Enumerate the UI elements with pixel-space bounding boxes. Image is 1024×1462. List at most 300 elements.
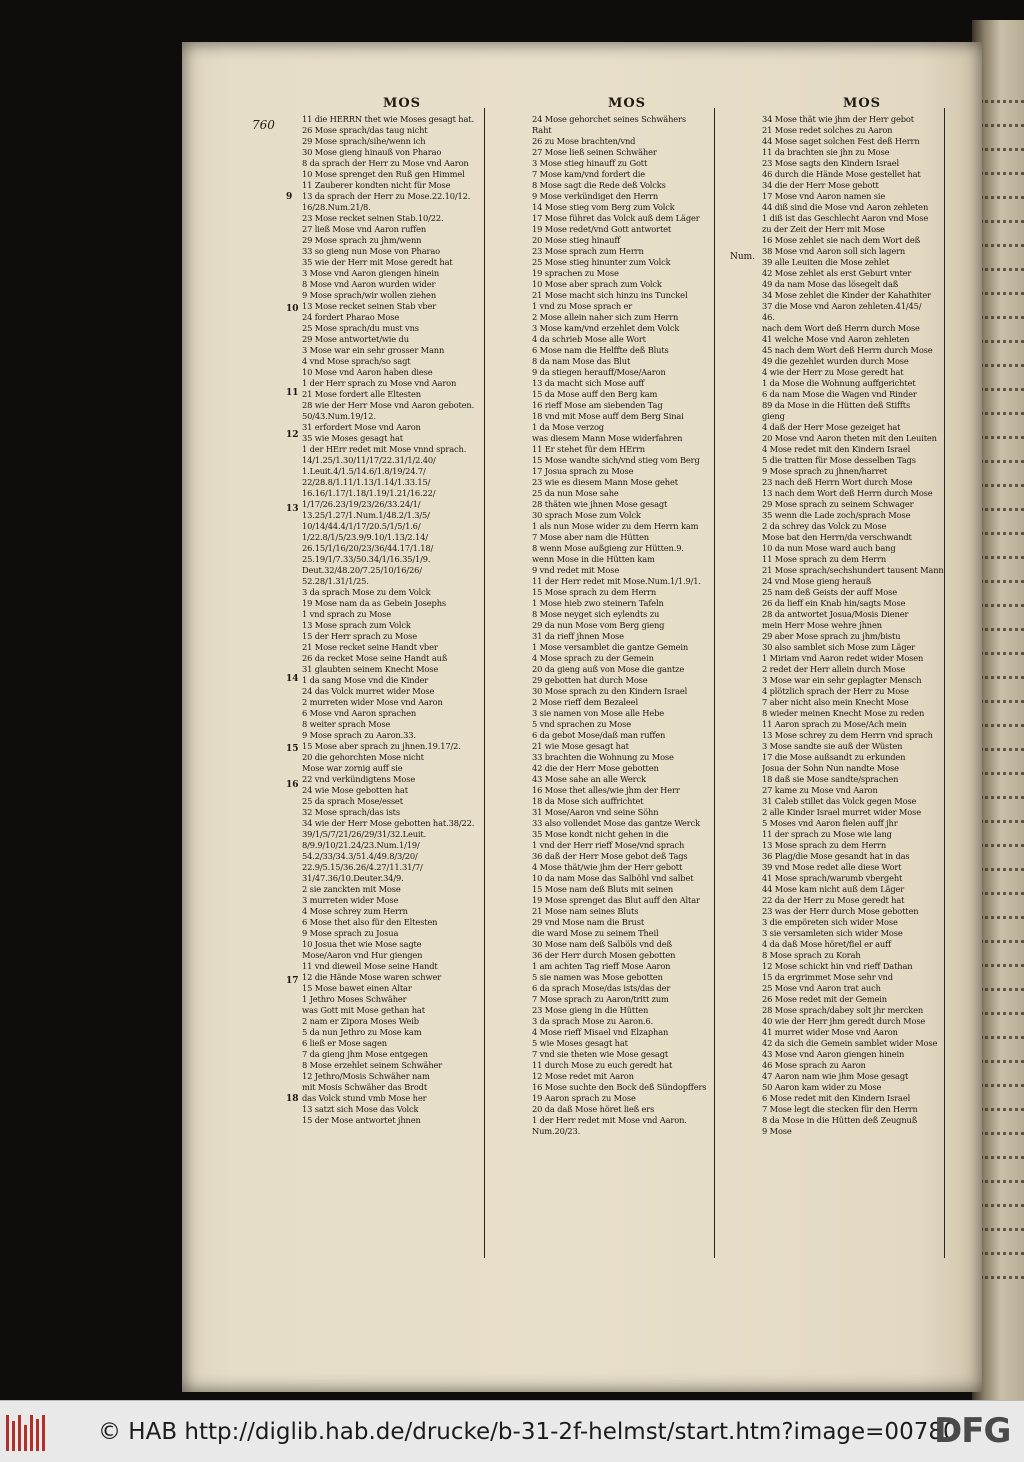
index-entry: 24 fordert Pharao Mose bbox=[302, 312, 400, 322]
index-entry: 8 da sprach der Herr zu Mose vnd Aaron bbox=[302, 158, 469, 168]
index-entry: 2 nam er Zipora Moses Weib bbox=[302, 1016, 419, 1026]
index-entry: 13 Mose sprach zum Volck bbox=[302, 620, 411, 630]
entry-list bbox=[532, 114, 722, 1137]
index-entry: 1 da Mose verzog bbox=[532, 422, 604, 432]
chapter-number: 9 bbox=[286, 192, 293, 202]
index-column-2 bbox=[532, 96, 722, 1136]
index-entry: 44 Mose saget solchen Fest deß Herrn bbox=[762, 136, 920, 146]
index-entry: 20 da daß Mose höret ließ ers bbox=[532, 1104, 655, 1114]
index-entry: 28 wie der Herr Mose vnd Aaron geboten. bbox=[302, 400, 475, 410]
index-entry: 23 was der Herr durch Mose gebotten bbox=[762, 906, 919, 916]
facing-page-line bbox=[980, 1108, 1024, 1123]
index-entry: 13 Mose recket seinen Stab vber bbox=[302, 301, 437, 311]
index-entry: 4 Mose sprach zu der Gemein bbox=[532, 653, 654, 663]
index-entry: 13 Mose schrey zu dem Herrn vnd sprach bbox=[762, 730, 933, 740]
index-entry: 8/9.9/10/21.24/23.Num.1/19/ bbox=[302, 840, 420, 850]
index-entry: 2 sie zanckten mit Mose bbox=[302, 884, 401, 894]
facing-page-line bbox=[980, 988, 1024, 1003]
index-entry: 3 Mose war ein sehr geplagter Mensch bbox=[762, 675, 922, 685]
chapter-number: 18 bbox=[286, 1094, 299, 1104]
index-entry: 19 Aaron sprach zu Mose bbox=[532, 1093, 636, 1103]
index-entry: 27 ließ Mose vnd Aaron ruffen bbox=[302, 224, 427, 234]
index-entry: 3 Mose vnd Aaron giengen hinein bbox=[302, 268, 440, 278]
index-entry: 13.25/1.27/1.Num.1/48.2/1.3/5/ bbox=[302, 510, 430, 520]
index-entry: 23 Mose gieng in die Hütten bbox=[532, 1005, 649, 1015]
index-entry: 39 vnd Mose redet alle diese Wort bbox=[762, 862, 902, 872]
index-entry: 4 da daß Mose höret/fiel er auff bbox=[762, 939, 891, 949]
index-entry: 42 da sich die Gemein samblet wider Mose bbox=[762, 1038, 938, 1048]
facing-page-line bbox=[980, 796, 1024, 811]
facing-page-line bbox=[980, 124, 1024, 139]
column-head: MOS bbox=[607, 96, 647, 111]
index-entry: 11 die HERRN thet wie Moses gesagt hat. bbox=[302, 114, 474, 124]
index-entry: 29 gebotten hat durch Mose bbox=[532, 675, 648, 685]
index-entry: 28 thäten wie jhnen Mose gesagt bbox=[532, 499, 668, 509]
index-entry: 19 Mose sprenget das Blut auff den Altar bbox=[532, 895, 700, 905]
index-entry: 11 Zauberer kondten nicht für Mose bbox=[302, 180, 451, 190]
entry-list bbox=[302, 114, 502, 1126]
facing-page-line bbox=[980, 364, 1024, 379]
index-entry: 39 alle Leuiten die Mose zehlet bbox=[762, 257, 890, 267]
index-entry: 31/47.36/10.Deuter.34/9. bbox=[302, 873, 404, 883]
facing-page-line bbox=[980, 892, 1024, 907]
index-entry: 24 Mose gehorchet seines Schwähers bbox=[532, 114, 686, 124]
index-entry: 23 wie es diesem Mann Mose gehet bbox=[532, 477, 678, 487]
facing-page-line bbox=[980, 1084, 1024, 1099]
index-entry: 28 da antwortet Josua/Mosis Diener bbox=[762, 609, 909, 619]
chapter-number: 17 bbox=[286, 976, 299, 986]
index-entry: 31 glaubten seinem Knecht Mose bbox=[302, 664, 439, 674]
index-entry: 8 da nam Mose das Blut bbox=[532, 356, 631, 366]
index-entry: 50/43.Num.19/12. bbox=[302, 411, 376, 421]
index-entry: 12 Mose schickt hin vnd rieff Dathan bbox=[762, 961, 913, 971]
index-entry: 20 da gieng auß von Mose die gantze bbox=[532, 664, 685, 674]
index-entry: 20 Mose stieg hinauff bbox=[532, 235, 621, 245]
index-entry: 15 der Herr sprach zu Mose bbox=[302, 631, 417, 641]
index-entry: 1 Miriam vnd Aaron redet wider Mosen bbox=[762, 653, 924, 663]
index-entry: 8 wenn Mose außgieng zur Hütten.9. bbox=[532, 543, 684, 553]
facing-page-line bbox=[980, 220, 1024, 235]
index-entry: 30 sprach Mose zum Volck bbox=[532, 510, 641, 520]
facing-page-line bbox=[980, 268, 1024, 283]
index-entry: 11 da brachten sie jhn zu Mose bbox=[762, 147, 890, 157]
index-entry: 31 Caleb stillet das Volck gegen Mose bbox=[762, 796, 917, 806]
index-entry: 23 Mose sprach zum Herrn bbox=[532, 246, 644, 256]
index-entry: 7 Mose aber nam die Hütten bbox=[532, 532, 649, 542]
index-entry: 37 die Mose vnd Aaron zehleten.41/45/ bbox=[762, 301, 922, 311]
index-entry: 8 weiter sprach Mose bbox=[302, 719, 391, 729]
index-entry: 8 Mose vnd Aaron wurden wider bbox=[302, 279, 436, 289]
index-entry: 20 die gehorchten Mose nicht bbox=[302, 752, 424, 762]
facing-page-line bbox=[980, 340, 1024, 355]
copyright-url[interactable]: © HAB http://diglib.hab.de/drucke/b-31-2f-helmst/start.htm?image=00780 bbox=[98, 1419, 958, 1445]
index-entry: 8 wieder meinen Knecht Mose zu reden bbox=[762, 708, 925, 718]
index-entry: 15 da Mose auff den Berg kam bbox=[532, 389, 658, 399]
index-entry: 32 Mose sprach/das ists bbox=[302, 807, 400, 817]
facing-page-line bbox=[980, 844, 1024, 859]
index-entry: 9 Mose bbox=[762, 1126, 792, 1136]
index-entry: 4 Mose rieff Misael vnd Elzaphan bbox=[532, 1027, 669, 1037]
index-entry: 18 daß sie Mose sandte/sprachen bbox=[762, 774, 899, 784]
index-entry: 47 Aaron nam wie jhm Mose gesagt bbox=[762, 1071, 909, 1081]
index-entry: 4 Mose thät/wie jhm der Herr gebott bbox=[532, 862, 683, 872]
facing-page-line bbox=[980, 772, 1024, 787]
facing-page-line bbox=[980, 1276, 1024, 1291]
index-entry: 4 plötzlich sprach der Herr zu Mose bbox=[762, 686, 909, 696]
index-entry: 1 der HErr redet mit Mose vnnd sprach. bbox=[302, 444, 467, 454]
index-entry: 1 da sang Mose vnd die Kinder bbox=[302, 675, 429, 685]
index-entry: 2 Mose rieff dem Bezaleel bbox=[532, 697, 638, 707]
index-entry: 36 daß der Herr Mose gebot deß Tags bbox=[532, 851, 688, 861]
index-entry: 4 Mose schrey zum Herrn bbox=[302, 906, 408, 916]
index-entry: Mose war zornig auff sie bbox=[302, 763, 403, 773]
index-entry: 22.9/5.15/36.26/4.27/11.31/7/ bbox=[302, 862, 423, 872]
index-entry: 26 da recket Mose seine Handt auß bbox=[302, 653, 448, 663]
index-entry: 9 Mose sprach zu jhnen/harret bbox=[762, 466, 888, 476]
index-entry: 4 da schrieb Mose alle Wort bbox=[532, 334, 646, 344]
index-entry: 1 am achten Tag rieff Mose Aaron bbox=[532, 961, 671, 971]
chapter-number: 14 bbox=[286, 674, 299, 684]
index-entry: 33 also vollendet Mose das gantze Werck bbox=[532, 818, 700, 828]
index-entry: 13 da macht sich Mose auff bbox=[532, 378, 645, 388]
facing-page-line bbox=[980, 1156, 1024, 1171]
facing-page-line bbox=[980, 580, 1024, 595]
index-entry: 1 der Herr redet mit Mose vnd Aaron. bbox=[532, 1115, 687, 1125]
index-entry: 1/17/26.23/19/23/26/33.24/1/ bbox=[302, 499, 421, 509]
dfg-logo: DFG bbox=[934, 1411, 1011, 1451]
facing-page-line bbox=[980, 1180, 1024, 1195]
index-entry: Num.20/23. bbox=[532, 1126, 581, 1136]
index-entry: 31 da rieff jhnen Mose bbox=[532, 631, 624, 641]
index-entry: 2 redet der Herr allein durch Mose bbox=[762, 664, 906, 674]
index-entry: 9 Mose verkündiget den Herrn bbox=[532, 191, 659, 201]
index-entry: 11 Aaron sprach zu Mose/Ach mein bbox=[762, 719, 907, 729]
facing-page-line bbox=[980, 868, 1024, 883]
index-entry: 25 da nun Mose sahe bbox=[532, 488, 619, 498]
index-entry: 1 vnd sprach zu Mose bbox=[302, 609, 392, 619]
facing-page-line bbox=[980, 172, 1024, 187]
facing-page-line bbox=[980, 820, 1024, 835]
index-entry: 5 vnd sprachen zu Mose bbox=[532, 719, 631, 729]
index-entry: 17 Mose vnd Aaron namen sie bbox=[762, 191, 886, 201]
index-entry: 7 Mose legt die stecken für den Herrn bbox=[762, 1104, 918, 1114]
index-entry: 15 Mose aber sprach zu jhnen.19.17/2. bbox=[302, 741, 461, 751]
index-entry: 1/22.8/1/5/23.9/9.10/1.13/2.14/ bbox=[302, 532, 428, 542]
index-entry: 2 murreten wider Mose vnd Aaron bbox=[302, 697, 443, 707]
index-entry: 34 wie der Herr Mose gebotten hat.38/22. bbox=[302, 818, 475, 828]
facing-page-line bbox=[980, 604, 1024, 619]
facing-page-line bbox=[980, 652, 1024, 667]
index-entry: 15 Mose wandte sich/vnd stieg vom Berg bbox=[532, 455, 700, 465]
index-entry: 36 der Herr durch Mosen gebotten bbox=[532, 950, 676, 960]
index-entry: nach dem Wort deß Herrn durch Mose bbox=[762, 323, 920, 333]
facing-page-line bbox=[980, 148, 1024, 163]
index-entry: 18 da Mose sich auffrichtet bbox=[532, 796, 644, 806]
index-entry: 31 Mose/Aaron vnd seine Söhn bbox=[532, 807, 659, 817]
index-entry: was diesem Mann Mose widerfahren bbox=[532, 433, 683, 443]
index-entry: 8 da Mose in die Hütten deß Zeugnuß bbox=[762, 1115, 918, 1125]
index-entry: 24 das Volck murret wider Mose bbox=[302, 686, 435, 696]
chapter-number: 13 bbox=[286, 504, 299, 514]
index-entry: 3 die empöreten sich wider Mose bbox=[762, 917, 898, 927]
facing-page-line bbox=[980, 964, 1024, 979]
index-entry: 8 Mose sprach zu Korah bbox=[762, 950, 861, 960]
book-abbrev-label: Num. bbox=[730, 252, 756, 262]
index-entry: 22 vnd verkündigtens Mose bbox=[302, 774, 416, 784]
chapter-number: 12 bbox=[286, 430, 299, 440]
index-entry: 7 da gieng jhm Mose entgegen bbox=[302, 1049, 428, 1059]
index-entry: 16.16/1.17/1.18/1.19/1.21/16.22/ bbox=[302, 488, 436, 498]
index-entry: 44 diß sind die Mose vnd Aaron zehleten bbox=[762, 202, 929, 212]
index-entry: 6 da sprach Mose/das ists/das der bbox=[532, 983, 671, 993]
facing-page-line bbox=[980, 628, 1024, 643]
index-entry: 6 Mose vnd Aaron sprachen bbox=[302, 708, 417, 718]
index-entry: 1 Mose versamblet die gantze Gemein bbox=[532, 642, 689, 652]
index-entry: 5 da nun Jethro zu Mose kam bbox=[302, 1027, 422, 1037]
index-entry: 21 Mose nam seines Bluts bbox=[532, 906, 639, 916]
index-entry: 40 wie der Herr jhm geredt durch Mose bbox=[762, 1016, 926, 1026]
index-entry: 52.28/1.31/1/25. bbox=[302, 576, 369, 586]
index-entry: 10/14/44.4/1/17/20.5/1/5/1.6/ bbox=[302, 521, 421, 531]
index-entry: Deut.32/48.20/7.25/10/16/26/ bbox=[302, 565, 422, 575]
facing-page-line bbox=[980, 1204, 1024, 1219]
index-entry: 34 Mose thät wie jhm der Herr gebot bbox=[762, 114, 914, 124]
index-entry: 7 vnd sie theten wie Mose gesagt bbox=[532, 1049, 669, 1059]
index-entry: 46 Mose sprach zu Aaron bbox=[762, 1060, 866, 1070]
index-column-1 bbox=[302, 96, 502, 1125]
facing-page-line bbox=[980, 724, 1024, 739]
facing-page-line bbox=[980, 196, 1024, 211]
index-entry: 11 Mose sprach zu dem Herrn bbox=[762, 554, 887, 564]
facing-page-line bbox=[980, 700, 1024, 715]
index-entry: 14 Mose stieg vom Berg zum Volck bbox=[532, 202, 675, 212]
index-entry: 10 Josua thet wie Mose sagte bbox=[302, 939, 422, 949]
index-entry: 8 Mose sagt die Rede deß Volcks bbox=[532, 180, 666, 190]
index-entry: 26 da lieff ein Knab hin/sagts Mose bbox=[762, 598, 906, 608]
index-entry: 9 Mose sprach zu Aaron.33. bbox=[302, 730, 416, 740]
index-entry: zu der Zeit der Herr mit Mose bbox=[762, 224, 885, 234]
index-entry: 21 Mose macht sich hinzu ins Tunckel bbox=[532, 290, 688, 300]
index-entry: 4 daß der Herr Mose gezeiget hat bbox=[762, 422, 901, 432]
index-entry: 28 Mose sprach/dabey solt jhr mercken bbox=[762, 1005, 924, 1015]
index-entry: 1 diß ist das Geschlecht Aaron vnd Mose bbox=[762, 213, 929, 223]
index-entry: 24 vnd Mose gieng herauß bbox=[762, 576, 872, 586]
index-entry: 6 ließ er Mose sagen bbox=[302, 1038, 387, 1048]
index-entry: wenn Mose in die Hütten kam bbox=[532, 554, 655, 564]
index-entry: 30 also samblet sich Mose zum Läger bbox=[762, 642, 916, 652]
index-entry: was Gott mit Mose gethan hat bbox=[302, 1005, 425, 1015]
page-number: 760 bbox=[252, 118, 275, 132]
library-logo-icon bbox=[6, 1415, 50, 1451]
index-entry: 50 Aaron kam wider zu Mose bbox=[762, 1082, 882, 1092]
index-entry: 41 murret wider Mose vnd Aaron bbox=[762, 1027, 898, 1037]
index-entry: 9 Mose sprach zu Josua bbox=[302, 928, 399, 938]
index-entry: 46 durch die Hände Mose gestellet hat bbox=[762, 169, 921, 179]
index-entry: 3 murreten wider Mose bbox=[302, 895, 399, 905]
index-entry: 29 Mose sprach zu jhm/wenn bbox=[302, 235, 422, 245]
facing-page-line bbox=[980, 460, 1024, 475]
index-entry: 36 Plag/die Mose gesandt hat in das bbox=[762, 851, 910, 861]
index-entry: 25.19/1/7.33/50.34/1/16.35/1/9. bbox=[302, 554, 431, 564]
index-entry: das Volck stund vmb Mose her bbox=[302, 1093, 427, 1103]
index-entry: 33 so gieng nun Mose von Pharao bbox=[302, 246, 441, 256]
index-entry: 14/1.25/1.30/11/17/22.31/1/2.40/ bbox=[302, 455, 436, 465]
index-entry: 18 vnd mit Mose auff dem Berg Sinai bbox=[532, 411, 684, 421]
index-entry: 3 Mose war ein sehr grosser Mann bbox=[302, 345, 445, 355]
index-entry: 41 welche Mose vnd Aaron zehleten bbox=[762, 334, 910, 344]
index-entry: 33 brachten die Wohnung zu Mose bbox=[532, 752, 674, 762]
index-entry: 23 Mose recket seinen Stab.10/22. bbox=[302, 213, 444, 223]
index-entry: 89 da Mose in die Hütten deß Stiffts bbox=[762, 400, 911, 410]
index-entry: 2 da schrey das Volck zu Mose bbox=[762, 521, 887, 531]
viewer-footer bbox=[0, 1400, 1024, 1462]
index-entry: 15 der Mose antwortet jhnen bbox=[302, 1115, 421, 1125]
index-entry: 8 Mose neyget sich eylendts zu bbox=[532, 609, 660, 619]
facing-page-text bbox=[980, 100, 1024, 1300]
index-entry: 17 Mose führet das Volck auß dem Läger bbox=[532, 213, 700, 223]
index-entry: mit Mosis Schwäher das Brodt bbox=[302, 1082, 428, 1092]
index-entry: 25 Mose sprach/du must vns bbox=[302, 323, 419, 333]
index-entry: 13 nach dem Wort deß Herrn durch Mose bbox=[762, 488, 933, 498]
index-entry: 22/28.8/1.11/1.13/1.14/1.33.15/ bbox=[302, 477, 431, 487]
index-entry: 5 wie Moses gesagt hat bbox=[532, 1038, 628, 1048]
index-entry: 30 Mose nam deß Salböls vnd deß bbox=[532, 939, 672, 949]
index-entry: die ward Mose zu seinem Theil bbox=[532, 928, 659, 938]
index-entry: 29 aber Mose sprach zu jhm/bistu bbox=[762, 631, 901, 641]
facing-page-line bbox=[980, 100, 1024, 115]
facing-page-line bbox=[980, 388, 1024, 403]
index-entry: 22 da der Herr zu Mose geredt hat bbox=[762, 895, 905, 905]
index-entry: 11 durch Mose zu euch geredt hat bbox=[532, 1060, 673, 1070]
index-entry: Mose/Aaron vnd Hur giengen bbox=[302, 950, 423, 960]
index-entry: 49 da nam Mose das lösegelt daß bbox=[762, 279, 899, 289]
index-entry: 10 da nun Mose ward auch bang bbox=[762, 543, 896, 553]
index-entry: 16 Mose zehlet sie nach dem Wort deß bbox=[762, 235, 921, 245]
index-entry: 21 Mose sprach/sechshundert tausent Mann bbox=[762, 565, 944, 575]
facing-page-line bbox=[980, 436, 1024, 451]
index-entry: Raht bbox=[532, 125, 552, 135]
index-entry: 3 da sprach Mose zu Aaron.6. bbox=[532, 1016, 654, 1026]
facing-page-line bbox=[980, 556, 1024, 571]
index-entry: 30 Mose sprach zu den Kindern Israel bbox=[532, 686, 688, 696]
entry-list bbox=[762, 114, 962, 1137]
index-entry: 3 sie versamleten sich wider Mose bbox=[762, 928, 903, 938]
index-entry: 42 die der Herr Mose gebotten bbox=[532, 763, 659, 773]
index-entry: 23 nach deß Herrn Wort durch Mose bbox=[762, 477, 913, 487]
index-entry: 16 rieff Mose am siebenden Tag bbox=[532, 400, 663, 410]
index-entry: 26 zu Mose brachten/vnd bbox=[532, 136, 636, 146]
index-entry: 8 Mose erzehlet seinem Schwäher bbox=[302, 1060, 443, 1070]
index-entry: 10 Mose sprenget den Ruß gen Himmel bbox=[302, 169, 465, 179]
index-entry: 29 Mose antwortet/wie du bbox=[302, 334, 409, 344]
index-entry: 16 Mose thet alles/wie jhm der Herr bbox=[532, 785, 680, 795]
index-entry: 9 Mose sprach/wir wollen ziehen bbox=[302, 290, 437, 300]
facing-page-line bbox=[980, 412, 1024, 427]
index-entry: 21 Mose recket seine Handt vber bbox=[302, 642, 438, 652]
index-entry: 13 Mose sprach zu dem Herrn bbox=[762, 840, 887, 850]
index-entry: 1 da Mose die Wohnung auffgerichtet bbox=[762, 378, 916, 388]
index-entry: 4 vnd Mose sprach/so sagt bbox=[302, 356, 411, 366]
index-entry: 9 da stiegen herauff/Mose/Aaron bbox=[532, 367, 666, 377]
index-entry: 6 da nam Mose die Wagen vnd Rinder bbox=[762, 389, 917, 399]
index-entry: 4 wie der Herr zu Mose geredt hat bbox=[762, 367, 904, 377]
column-head: MOS bbox=[382, 96, 422, 111]
index-entry: 35 Mose kondt nicht gehen in die bbox=[532, 829, 669, 839]
index-entry: 45 nach dem Wort deß Herrn durch Mose bbox=[762, 345, 933, 355]
facing-page-line bbox=[980, 676, 1024, 691]
index-entry: 7 Mose kam/vnd fordert die bbox=[532, 169, 645, 179]
index-entry: 6 Mose redet mit den Kindern Israel bbox=[762, 1093, 911, 1103]
facing-page-line bbox=[980, 1228, 1024, 1243]
index-column-3 bbox=[730, 96, 962, 1136]
index-entry: 9 vnd redet mit Mose bbox=[532, 565, 620, 575]
facing-page-line bbox=[980, 748, 1024, 763]
column-head: MOS bbox=[842, 96, 882, 111]
index-entry: 19 sprachen zu Mose bbox=[532, 268, 619, 278]
index-entry: 15 Mose nam deß Bluts mit seinen bbox=[532, 884, 674, 894]
index-entry: 10 Mose vnd Aaron haben diese bbox=[302, 367, 433, 377]
index-entry: 21 Mose redet solches zu Aaron bbox=[762, 125, 893, 135]
index-entry: 26 Mose sprach/das taug nicht bbox=[302, 125, 428, 135]
index-entry: 13 da sprach der Herr zu Mose.22.10/12. bbox=[302, 191, 471, 201]
index-entry: 25 Mose vnd Aaron trat auch bbox=[762, 983, 881, 993]
facing-page-line bbox=[980, 916, 1024, 931]
index-entry: 39/1/5/7/21/26/29/31/32.Leuit. bbox=[302, 829, 427, 839]
book-page bbox=[182, 42, 982, 1392]
index-entry: 24 wie Mose gebotten hat bbox=[302, 785, 408, 795]
index-entry: 21 wie Mose gesagt hat bbox=[532, 741, 629, 751]
index-entry: 5 die tratten für Mose desselben Tags bbox=[762, 455, 916, 465]
index-entry: 1 als nun Mose wider zu dem Herrn kam bbox=[532, 521, 699, 531]
chapter-number: 11 bbox=[286, 388, 299, 398]
index-entry: 42 Mose zehlet als erst Geburt vnter bbox=[762, 268, 912, 278]
index-entry: gieng bbox=[762, 411, 785, 421]
index-entry: 29 Mose sprach zu seinem Schwager bbox=[762, 499, 914, 509]
index-entry: 54.2/33/34.3/51.4/49.8/3/20/ bbox=[302, 851, 418, 861]
index-entry: 38 Mose vnd Aaron soll sich lagern bbox=[762, 246, 906, 256]
index-entry: 10 Mose aber sprach zum Volck bbox=[532, 279, 662, 289]
index-entry: 11 Er stehet für dem HErrn bbox=[532, 444, 645, 454]
index-entry: 43 Mose sahe an alle Werck bbox=[532, 774, 646, 784]
index-entry: 27 Mose ließ seinen Schwäher bbox=[532, 147, 657, 157]
index-entry: 34 die der Herr Mose gebott bbox=[762, 180, 879, 190]
index-entry: 17 die Mose außsandt zu erkunden bbox=[762, 752, 906, 762]
index-entry: 49 die gezehlet wurden durch Mose bbox=[762, 356, 909, 366]
index-entry: 15 Mose sprach zu dem Herrn bbox=[532, 587, 657, 597]
index-entry: 12 Jethro/Mosis Schwäher nam bbox=[302, 1071, 430, 1081]
index-entry: 30 Mose gieng hinauß von Pharao bbox=[302, 147, 442, 157]
index-entry: 1 der Herr sprach zu Mose vnd Aaron bbox=[302, 378, 457, 388]
index-entry: 1.Leuit.4/1.5/14.6/1.8/19/24.7/ bbox=[302, 466, 426, 476]
index-entry: 1 Jethro Moses Schwäher bbox=[302, 994, 407, 1004]
index-entry: 35 wenn die Lade zoch/sprach Mose bbox=[762, 510, 911, 520]
index-entry: 7 Mose sprach zu Aaron/tritt zum bbox=[532, 994, 669, 1004]
index-entry: 7 aber nicht also mein Knecht Mose bbox=[762, 697, 909, 707]
index-entry: 19 Mose nam da as Gebein Josephs bbox=[302, 598, 447, 608]
index-entry: 21 Mose fordert alle Eltesten bbox=[302, 389, 421, 399]
facing-page-line bbox=[980, 1060, 1024, 1075]
index-entry: 44 Mose kam nicht auß dem Läger bbox=[762, 884, 905, 894]
facing-page-line bbox=[980, 508, 1024, 523]
facing-page-line bbox=[980, 244, 1024, 259]
index-entry: 29 da nun Mose vom Berg gieng bbox=[532, 620, 665, 630]
index-entry: 6 da gebot Mose/daß man ruffen bbox=[532, 730, 666, 740]
index-entry: 15 da ergrimmet Mose sehr vnd bbox=[762, 972, 893, 982]
facing-page-line bbox=[980, 532, 1024, 547]
index-entry: mein Herr Mose wehre jhnen bbox=[762, 620, 882, 630]
facing-page-line bbox=[980, 1132, 1024, 1147]
index-entry: Josua der Sohn Nun nandte Mose bbox=[762, 763, 899, 773]
